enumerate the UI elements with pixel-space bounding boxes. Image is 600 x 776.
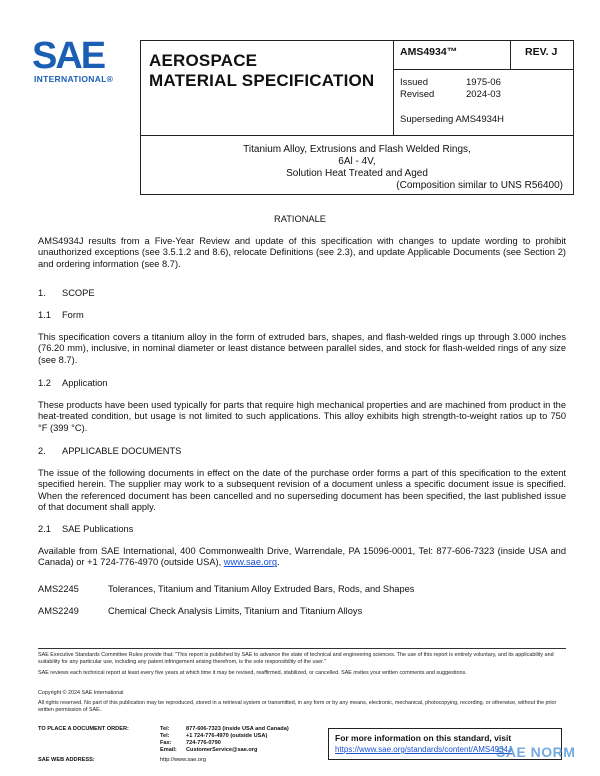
section-2-1-text xyxy=(38,546,566,569)
superseding-note: Superseding AMS4934H xyxy=(400,114,505,125)
section-1-1-text: This specification covers a titanium alloy in the form of extruded bars, shapes, and flash-welded rings up through 3.000 inches (76.20 mm), inclusive, in nominal diameter or least distance between parallel sides, and stock for flash-welded rings of any size (see 8.7). xyxy=(38,332,566,365)
section-1-2-text: These products have been used typically for parts that require high mechanical properties and are machined from product in the heat-treated condition, but usage is not limited to such applications. This alloy exhibits high strength-to-weight ratios up to 750 °F (399 °C). xyxy=(38,400,566,433)
title-line-4: (Composition similar to UNS R56400) xyxy=(396,180,563,191)
revision-label: REV. J xyxy=(525,46,558,58)
section-1-1-heading xyxy=(38,310,84,320)
section-2-1-text-suffix: . xyxy=(277,557,280,568)
section-2-1-title: SAE Publications xyxy=(62,524,134,534)
title-block xyxy=(140,134,574,195)
tel2-label: Tel: xyxy=(160,733,170,739)
standard-info-link[interactable]: https://www.sae.org/standards/content/AMS4934J xyxy=(335,745,512,754)
footer-rules-text: SAE Executive Standards Committee Rules provide that: "This report is published by SAE to advance the state of technical and engineering sciences. The use of this report is entirely voluntary, and its applicability and suitability for any particular use, including any patent infringement arising therefrom, is the sole responsibility of the user." xyxy=(38,652,554,665)
section-1-2-heading xyxy=(38,378,107,388)
issued-label: Issued xyxy=(400,77,428,88)
section-2-heading xyxy=(38,446,181,456)
order-label: TO PLACE A DOCUMENT ORDER: xyxy=(38,726,129,732)
fax-label: Fax: xyxy=(160,740,172,746)
title-line-1: Titanium Alloy, Extrusions and Flash Welded Rings, xyxy=(243,144,471,155)
header-box xyxy=(140,40,574,136)
spec-type-cell xyxy=(141,41,394,135)
logo-text: SAE xyxy=(32,35,105,77)
section-2-title: APPLICABLE DOCUMENTS xyxy=(62,446,182,456)
web-value: http://www.sae.org xyxy=(160,757,207,763)
email-value: CustomerService@sae.org xyxy=(186,747,258,753)
section-1-2-number: 1.2 xyxy=(38,378,51,388)
tel-label: Tel: xyxy=(160,726,170,732)
footer-rights-text: All rights reserved. No part of this publication may be reproduced, stored in a retrieval system or transmitted, in any form or by any means, electronic, mechanical, photocopying, recording, or otherwise, without the prior written permission of SAE. xyxy=(38,700,557,713)
spec-type-title xyxy=(149,51,374,91)
sae-norm-logo: SAE NORM xyxy=(496,744,576,760)
section-1-title: SCOPE xyxy=(62,288,95,298)
title-line-2: 6Al - 4V, xyxy=(338,156,376,167)
sae-logo xyxy=(30,36,126,86)
section-1-number: 1. xyxy=(38,288,46,298)
revised-value: 2024-03 xyxy=(466,89,501,100)
section-2-number: 2. xyxy=(38,446,46,456)
revised-label: Revised xyxy=(400,89,435,100)
sae-website-link[interactable]: www.sae.org xyxy=(223,557,278,568)
footer-review-text: SAE reviews each technical report at least every five years at which time it may be revised, reaffirmed, stabilized, or cancelled. SAE invites your written comments and suggestions. xyxy=(38,670,467,676)
reference-code-1: AMS2245 xyxy=(38,584,79,594)
document-id: AMS4934™ xyxy=(400,46,458,58)
section-1-heading xyxy=(38,288,95,298)
spec-type-line2: MATERIAL SPECIFICATION xyxy=(149,71,375,90)
section-1-2-title: Application xyxy=(62,378,108,388)
footer-copyright: Copyright © 2024 SAE International xyxy=(38,690,124,696)
email-label: Email: xyxy=(160,747,177,753)
tel-value: 877-606-7323 (inside USA and Canada) xyxy=(186,726,289,732)
standard-info-text: For more information on this standard, visit xyxy=(335,733,512,743)
section-2-1-text-prefix: Available from SAE International, 400 Commonwealth Drive, Warrendale, PA 15096-0001, Tel: 877-606-7323 (inside USA and Canada) or +1 724-776-4970 (outside USA), xyxy=(38,546,566,568)
revision-cell xyxy=(510,41,574,69)
rationale-heading: RATIONALE xyxy=(273,214,326,224)
web-label: SAE WEB ADDRESS: xyxy=(38,757,95,763)
section-2-1-heading xyxy=(38,524,133,534)
section-2-1-number: 2.1 xyxy=(38,524,51,534)
title-line-3: Solution Heat Treated and Aged xyxy=(286,168,428,179)
footer-divider xyxy=(38,648,566,649)
reference-title-1: Tolerances, Titanium and Titanium Alloy Extruded Bars, Rods, and Shapes xyxy=(108,584,415,594)
logo-subtext: INTERNATIONAL® xyxy=(34,74,114,84)
section-1-1-title: Form xyxy=(62,310,84,320)
spec-type-line1: AEROSPACE xyxy=(149,51,258,70)
fax-value: 724-776-0790 xyxy=(186,740,221,746)
section-1-1-number: 1.1 xyxy=(38,310,51,320)
tel2-value: +1 724-776-4970 (outside USA) xyxy=(186,733,268,739)
doc-info-cell xyxy=(394,41,573,135)
reference-code-2: AMS2249 xyxy=(38,606,79,616)
rationale-text: AMS4934J results from a Five-Year Review and update of this specification with changes to update wording to prohibit unauthorized exceptions (see 3.5.1.2 and 8.6), relocate Definitions (see 2.3), and update Applicable Documents (see Section 2) and ordering information (see 8.7). xyxy=(38,236,566,269)
header-divider xyxy=(394,69,573,70)
reference-title-2: Chemical Check Analysis Limits, Titanium and Titanium Alloys xyxy=(108,606,363,616)
section-2-text: The issue of the following documents in effect on the date of the purchase order forms a part of this specification to the extent specified herein. The supplier may work to a subsequent revision of a document unless a specific document issue is specified. When the referenced document has been cancelled and no superseding document has been specified, the last published issue of that document shall apply. xyxy=(38,468,566,513)
issued-value: 1975-06 xyxy=(466,77,501,88)
